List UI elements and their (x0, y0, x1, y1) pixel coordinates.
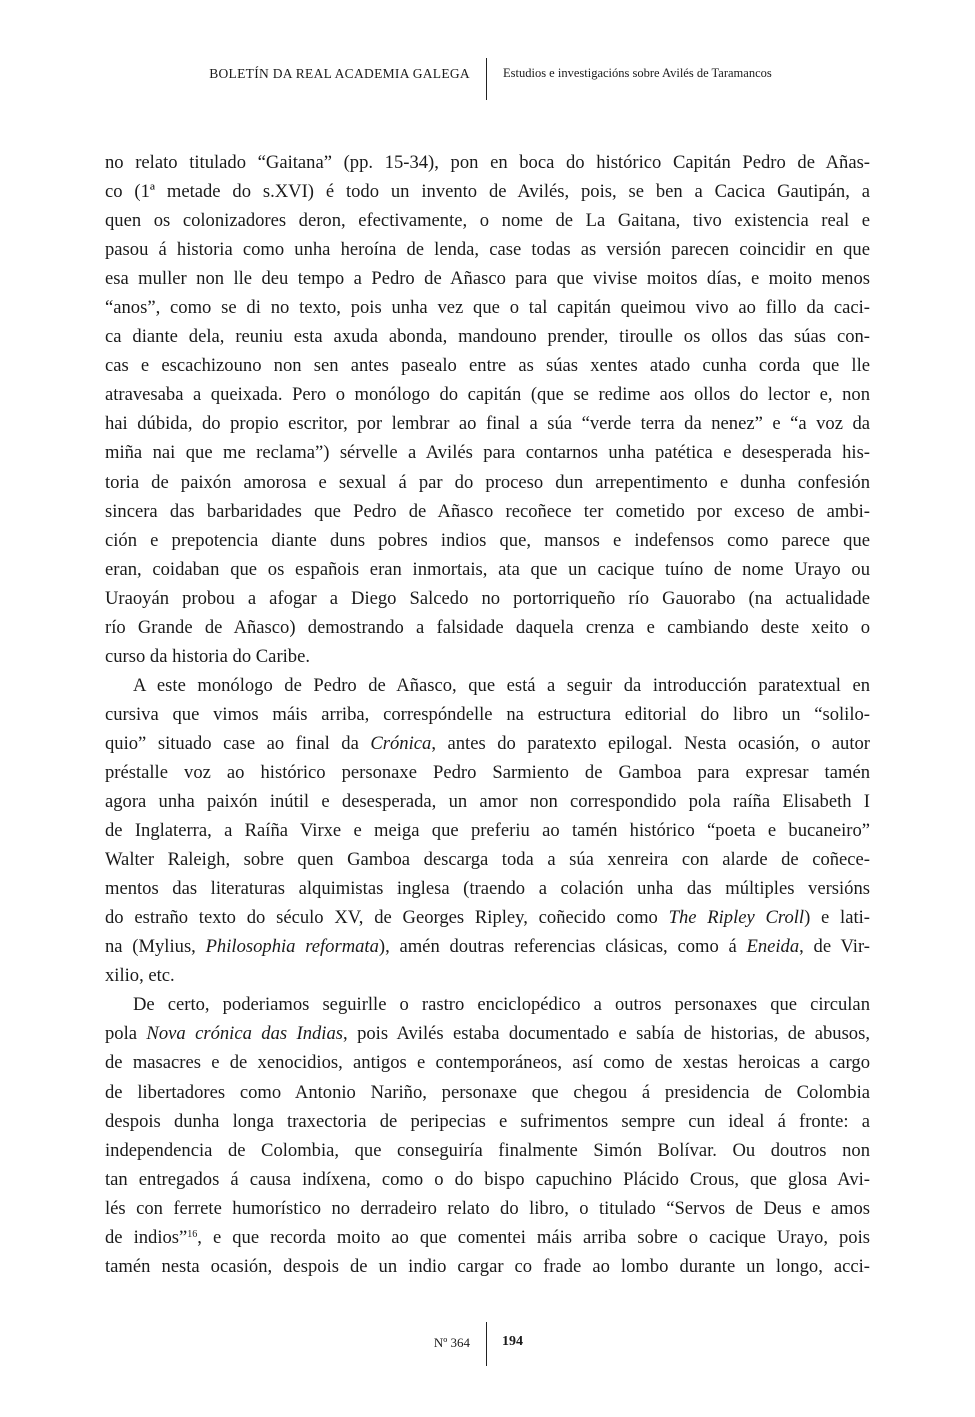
text-line: sincera das barbaridades que Pedro de Añasco recoñece ter cometido por exceso de ambi- (105, 500, 870, 522)
text-run: , pois Avilés estaba documentado e sabía de historias, de abusos, (343, 1023, 870, 1045)
text-line (105, 1223, 870, 1252)
running-header (0, 58, 975, 100)
text-run: , e que recorda moito ao que comentei máis arriba sobre o cacique Urayo, pois (197, 1226, 870, 1248)
text-line: “anos”, como se di no texto, pois unha vez que o tal capitán queimou vivo ao fillo da caci- (105, 297, 870, 319)
text-line: lés con ferrete humorístico no derradeiro relato do libro, o titulado “Servos de Deus e amos (105, 1197, 870, 1219)
journal-title: BOLETÍN DA REAL ACADEMIA GALEGA (209, 66, 470, 81)
text-run: quio” situado case ao final da (105, 732, 371, 754)
text-line: esa muller non lle deu tempo a Pedro de Añasco para que vivise moitos días, e moito menos (105, 268, 870, 290)
text-run: ) e lati- (804, 907, 870, 929)
footer-divider (486, 1322, 487, 1366)
text-run: do estraño texto do século XV, de Georges Ripley, coñecido como (105, 907, 669, 929)
text-line: mentos das literaturas alquimistas inglesa (traendo a colación unha das múltiples versións (105, 878, 870, 900)
text-run: de indios” (105, 1226, 188, 1248)
text-line: ción e prepotencia diante duns pobres indios que, mansos e indefensos como parece que (105, 529, 870, 551)
italic-title-eneida: Eneida (746, 936, 800, 958)
text-line: hai dúbida, do propio escritor, por lembrar ao final a súa “verde terra da nenez” e “a voz da (105, 413, 870, 435)
text-line: eran, coidaban que os españois eran inmortais, ata que un cacique tuíno de nome Urayo ou (105, 558, 870, 580)
text-line: de Inglaterra, a Raíña Virxe e meiga que preferiu ao tamén histórico “poeta e bucaneiro” (105, 820, 870, 842)
page-number: 194 (502, 1334, 523, 1349)
footnote-ref[interactable]: 16 (187, 1228, 198, 1240)
text-line: toria de paixón amorosa e sexual á par do proceso dun arrepentimento e dunha confesión (105, 471, 870, 493)
text-line: de libertadores como Antonio Nariño, personaxe que chegou á presidencia de Colombia (105, 1081, 870, 1103)
italic-title-ripley-croll: The Ripley Croll (668, 907, 805, 929)
italic-title-cronica: Crónica (370, 732, 432, 754)
text-line (105, 729, 870, 758)
text-line: miña nai que me reclama”) sérvelle a Avilés para contarnos unha patética e desesperada his- (105, 442, 870, 464)
text-run: na (Mylius, (105, 936, 206, 958)
text-line: de masacres e de xenocidios, antigos e contemporáneos, así como de xestas heroicas a cargo (105, 1052, 870, 1074)
text-line: atravesaba a queixada. Pero o monólogo do capitán (que se redime aos ollos do lector e, non (105, 384, 870, 406)
text-line (105, 1019, 870, 1048)
text-line: quen os colonizadores deron, efectivamente, o nome de La Gaitana, tivo existencia real e (105, 210, 870, 232)
issue-number: Nº 364 (433, 1335, 470, 1350)
text-line: río Grande de Añasco) demostrando a falsidade daquela crenza e cambiando deste xeito o (105, 616, 870, 638)
text-line: no relato titulado “Gaitana” (pp. 15-34), pon en boca do histórico Capitán Pedro de Añas- (105, 152, 870, 173)
text-line: despois dunha longa traxectoria de peripecias e sufrimentos sempre cun ideal á fronte: a (105, 1110, 870, 1132)
text-line: A este monólogo de Pedro de Añasco, que está a seguir da introducción paratextual en (133, 674, 870, 696)
text-line: Uraoyán probou a afogar a Diego Salcedo no portorriqueño río Gauorabo (na actualidade (105, 587, 870, 609)
text-run: pola (105, 1023, 147, 1045)
text-line: co (1ª metade do s.XVI) é todo un invento de Avilés, pois, se ben a Cacica Gautipán, a (105, 181, 870, 203)
text-run: ), amén doutras referencias clásicas, como á (378, 936, 747, 958)
text-line: tan entregados á causa indíxena, como o do bispo capuchino Plácido Crous, que glosa Avi- (105, 1168, 870, 1190)
text-line: cas e escachizouno non sen antes pasealo entre as súas xentes atado cunha corda que lle (105, 355, 870, 377)
text-line (105, 932, 870, 961)
text-line: pasou á historia como unha heroína de lenda, case todas as versión parecen coincidir en que (105, 239, 870, 261)
text-line: xilio, etc. (105, 965, 175, 987)
text-line (105, 903, 870, 932)
italic-title-nova-cronica: Nova crónica das Indias (146, 1023, 344, 1045)
text-run: , antes do paratexto epilogal. Nesta ocasión, o autor (431, 732, 870, 754)
italic-title-philosophia: Philosophia reformata (205, 936, 379, 958)
text-line: independencia de Colombia, que conseguiría finalmente Simón Bolívar. Ou doutros non (105, 1139, 870, 1161)
section-title: Estudios e investigacións sobre Avilés de Taramancos (503, 66, 772, 80)
text-line: De certo, poderiamos seguirlle o rastro enciclopédico a outros personaxes que circulan (133, 994, 870, 1016)
text-line: cursiva que vimos máis arriba, correspóndelle na estructura editorial do libro un “solilo- (105, 703, 870, 725)
text-line: Walter Raleigh, sobre quen Gamboa descarga toda a súa xenreira con alarde de coñece- (105, 849, 870, 871)
body-text (105, 148, 870, 1281)
text-line: ca diante dela, reuniu esta axuda abonda, mandouno prender, tiroulle os ollos das súas con- (105, 326, 870, 348)
text-run: , de Vir- (799, 936, 870, 958)
text-line: curso da historia do Caribe. (105, 645, 310, 667)
page-footer (0, 1322, 975, 1366)
text-line: tamén nesta ocasión, despois de un indio cargar co frade ao lombo durante un longo, acci- (105, 1255, 870, 1277)
header-divider (486, 58, 487, 100)
text-line: préstalle voz ao histórico personaxe Pedro Sarmiento de Gamboa para expresar tamén (105, 761, 870, 783)
text-line: agora unha paixón inútil e desesperada, un amor non correspondido pola raíña Elisabeth I (105, 791, 870, 813)
